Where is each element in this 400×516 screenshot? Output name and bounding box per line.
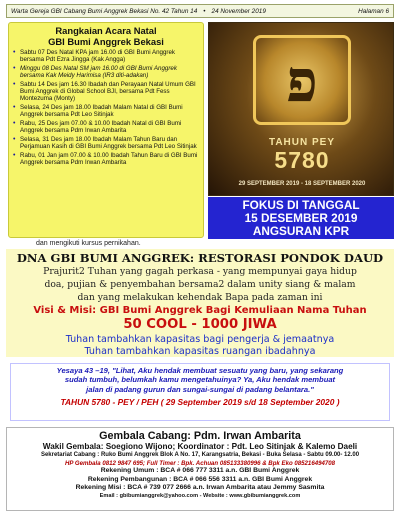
phone-contacts: HP Gembala 0812 9847 695; Full Timer : Bpk. Achuan 085133380996 & Bpk Eko 085216494708: [64, 459, 336, 467]
fokus-line-2: 15 DESEMBER 2019: [244, 210, 358, 225]
fokus-banner: [208, 197, 394, 239]
motto-verse-2: doa, pujian & penyembahan bersama2 dalam unity siang & malam: [44, 278, 356, 290]
email-website: Email : gbibumianggrek@yahoo.com - Website : www.gbibumianggrek.com: [99, 493, 301, 499]
yesaya-line-1: Yesaya 43 –19, "Lihat, Aku hendak membuat sesuatu yang baru, yang sekarang: [56, 366, 344, 375]
rekening-umum: Rekening Umum : BCA # 066 777 3311 a.n. GBI Bumi Anggrek: [100, 467, 300, 475]
pey-letter-icon: פ: [286, 47, 318, 115]
schedule-item: • Selasa, 24 Des jam 18.00 Ibadah Malam Natal di GBI Bumi Anggrek bersama Pdt Leo Sitinjak: [13, 104, 199, 118]
fokus-line-1: FOKUS DI TANGGAL: [242, 198, 360, 212]
motto-verse-3: dan yang melakukan kehendak Bapa pada zaman ini: [77, 291, 323, 303]
tahun-pey-image: [208, 22, 394, 196]
dna-heading: DNA GBI BUMI ANGGREK: RESTORASI PONDOK DAUD: [16, 251, 384, 265]
prayer-line-2: Tuhan tambahkan kapasitas ruangan ibadahnya: [84, 345, 316, 357]
target-cool-jiwa: 50 COOL - 1000 JIWA: [123, 317, 277, 333]
yesaya-line-2: sudah tumbuh, belumkah kamu mengetahuinya? Ya, Aku hendak membuat: [64, 375, 336, 385]
yesaya-line-3: jalan di padang gurun dan sungai-sungai di padang belantara.": [86, 384, 314, 394]
christmas-schedule-box: [8, 22, 204, 238]
sekretariat-address: Sekretariat Cabang : Ruko Bumi Anggrek Blok A No. 17, Karangsatria, Bekasi - Buka Selasa - Sabtu 09.00- 12.00: [40, 452, 360, 458]
header-publication: Warta Gereja GBI Cabang Bumi Anggrek Bekasi No. 42 Tahun 14: [11, 7, 198, 15]
pey-date-range: 29 SEPTEMBER 2019 - 18 SEPTEMBER 2020: [238, 181, 366, 187]
schedule-item: • Rabu, 25 Des jam 07.00 & 10.00 Ibadah Natal di GBI Bumi Anggrek bersama Pdm Irwan Ambarita: [13, 120, 199, 134]
dna-motto-box: [6, 249, 394, 357]
schedule-list: [13, 49, 199, 167]
schedule-item: • Selasa, 31 Des jam 18.00 Ibadah Malam Tahun Baru dan Perjamuan Kasih di GBI Bumi Anggrek bersama Pdt Leo Sitinjak: [13, 136, 199, 150]
prayer-line-1: Tuhan tambahkan kapasitas bagi pengerja & jemaatnya: [65, 334, 335, 346]
header-page-number: Halaman 6: [358, 7, 389, 15]
cutoff-text: dan mengikuti kursus pernikahan.: [36, 240, 141, 247]
fokus-line-3: ANGSURAN KPR: [252, 223, 350, 238]
schedule-item: • Sabtu 14 Des jam 16.30 Ibadah dan Perayaan Natal Umum GBI Bumi Anggrek di Global School BJI, bersama Pdt Fess Montezuma (Monty): [13, 81, 199, 103]
yesaya-verse-box: [10, 363, 390, 421]
contact-footer: [6, 427, 394, 511]
gembala-cabang: Gembala Cabang: Pdm. Irwan Ambarita: [99, 430, 301, 442]
visi-misi: Visi & Misi: GBI Bumi Anggrek Bagi Kemuliaan Nama Tuhan: [33, 305, 367, 317]
rekening-misi: Rekening Misi : BCA # 739 077 2666 a.n. Irwan Ambarita atau Jemmy Sasmita: [75, 483, 325, 491]
wakil-gembala: Wakil Gembala: Soegiono Wijono; Koordinator : Pdt. Leo Sitinjak & Kalemo Daeli: [42, 442, 358, 451]
page-header: [6, 4, 394, 18]
schedule-subtitle: GBI Bumi Anggrek Bekasi: [48, 35, 164, 47]
header-date: 24 November 2019: [211, 7, 266, 15]
header-separator: •: [203, 7, 206, 15]
rekening-pembangunan: Rekening Pembangunan : BCA # 066 556 3311 a.n. GBI Bumi Anggrek: [87, 475, 313, 483]
schedule-item: • Minggu 08 Des Natal SM jam 16.00 di GBI Bumi Anggrek bersama Kak Meidy Harimisa (IR3 diti-adakan): [13, 65, 199, 79]
schedule-title: Rangkaian Acara Natal: [55, 25, 157, 36]
bulletin-page: [6, 4, 394, 512]
schedule-item: • Sabtu 07 Des Natal KPA jam 16.00 di GBI Bumi Anggrek bersama Pdt Ezra Jingga (Kak Angga): [13, 49, 199, 63]
pey-year: 5780: [274, 147, 330, 173]
pey-tahun-label: TAHUN PEY: [268, 137, 336, 148]
tahun-pey-caption: TAHUN 5780 - PEY / PEH ( 29 September 2019 s/d 18 September 2020 ): [60, 396, 340, 407]
motto-verse-1: Prajurit2 Tuhan yang gagah perkasa - yang mempunyai gaya hidup: [43, 266, 357, 277]
schedule-item: • Rabu, 01 Jan jam 07.00 & 10.00 Ibadah Tahun Baru di GBI Bumi Anggrek bersama Pdm Irwan Ambarita: [13, 152, 199, 166]
